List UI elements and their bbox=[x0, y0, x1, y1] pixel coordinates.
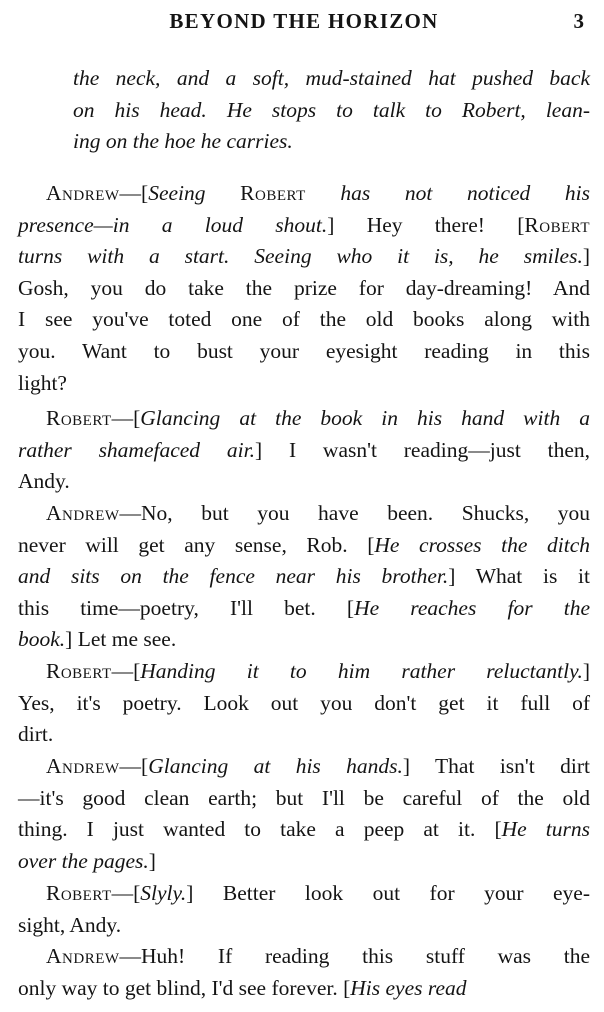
dialogue-text: —[ bbox=[111, 881, 141, 905]
dialogue-text: ] I wasn't reading—just then, bbox=[254, 437, 591, 462]
dialogue-text: Yes, it's poetry. Look out you don't get it full of bbox=[18, 690, 590, 715]
dialogue-text: —Huh! If reading this stuff was the bbox=[119, 944, 590, 968]
text-line bbox=[18, 656, 590, 688]
stage-direction-text: turns with a start. Seeing who it is, he smiles. bbox=[18, 244, 583, 269]
text-line bbox=[18, 241, 590, 273]
intro-line: ing on the hoe he carries. bbox=[73, 129, 293, 154]
stage-direction-text: His eyes read bbox=[350, 975, 467, 1000]
dialogue-text: Andy. bbox=[18, 469, 70, 494]
dialogue-text: light? bbox=[18, 370, 67, 395]
text-line bbox=[18, 783, 590, 815]
speaker-name: Andrew bbox=[46, 944, 120, 968]
speaker-name: Robert bbox=[46, 881, 112, 905]
speaker-name: Andrew bbox=[46, 754, 120, 778]
dialogue-text: you. Want to bust your eyesight reading in this bbox=[18, 338, 590, 363]
text-line bbox=[18, 178, 590, 210]
dialogue-text: ] Let me see. bbox=[65, 627, 177, 652]
stage-direction-text: presence—in a loud shout. bbox=[18, 212, 328, 237]
dialogue-text: ] Hey there! [ bbox=[327, 212, 525, 237]
intro-line: on his head. He stops to talk to Robert, lean- bbox=[73, 97, 590, 122]
text-line bbox=[18, 368, 590, 400]
text-line bbox=[18, 878, 590, 910]
running-header bbox=[18, 9, 590, 39]
text-line bbox=[18, 941, 590, 973]
dialogue-text: ] bbox=[148, 848, 156, 873]
dialogue-paragraph bbox=[18, 498, 590, 656]
text-line bbox=[18, 624, 590, 656]
dialogue-text: —it's good clean earth; but I'll be careful of the old bbox=[18, 785, 590, 810]
stage-direction-text: Seeing bbox=[148, 181, 241, 205]
dialogue-text: Gosh, you do take the prize for day-dreaming! And bbox=[18, 275, 590, 300]
stage-direction-text: He turns bbox=[501, 817, 590, 842]
dialogue-text: dirt. bbox=[18, 722, 54, 747]
text-line bbox=[18, 435, 590, 467]
dialogue-text: this time—poetry, I'll bet. [ bbox=[18, 595, 355, 620]
dialogue-text: ] What is it bbox=[448, 564, 590, 589]
dialogue-paragraph bbox=[18, 751, 590, 877]
stage-direction-intro bbox=[73, 63, 590, 158]
dialogue-text: —[ bbox=[111, 406, 141, 430]
intro-line: the neck, and a soft, mud-stained hat pushed back bbox=[73, 66, 590, 90]
text-line bbox=[18, 814, 590, 846]
text-line bbox=[18, 304, 590, 336]
dialogue-text: ] bbox=[582, 244, 590, 269]
dialogue-text: ] bbox=[582, 659, 590, 683]
stage-direction-text: He reaches for the bbox=[354, 595, 590, 620]
dialogue-text: never will get any sense, Rob. [ bbox=[18, 532, 375, 557]
text-line bbox=[18, 751, 590, 783]
text-line bbox=[18, 403, 590, 435]
stage-direction-text: rather shamefaced air. bbox=[18, 437, 255, 462]
text-line bbox=[18, 530, 590, 562]
text-line bbox=[18, 466, 590, 498]
speaker-name: Robert bbox=[240, 181, 306, 205]
text-line bbox=[18, 273, 590, 305]
dialogue-text: —[ bbox=[119, 754, 149, 778]
stage-direction-text: book. bbox=[18, 627, 66, 652]
text-line bbox=[18, 498, 590, 530]
speaker-name: Andrew bbox=[46, 501, 120, 525]
dialogue-text: ] Better look out for your eye- bbox=[186, 881, 590, 905]
dialogue-text: —No, but you have been. Shucks, you bbox=[119, 501, 590, 525]
dialogue-paragraph bbox=[18, 656, 590, 751]
text-line bbox=[18, 719, 590, 751]
text-line bbox=[18, 688, 590, 720]
dialogue-paragraph bbox=[18, 941, 590, 1004]
dialogue-text: thing. I just wanted to take a peep at it. [ bbox=[18, 817, 502, 842]
text-line bbox=[18, 973, 590, 1005]
text-line bbox=[18, 593, 590, 625]
stage-direction-text: Handing it to him rather reluctantly. bbox=[140, 659, 583, 683]
text-line bbox=[18, 210, 590, 242]
page-number: 3 bbox=[573, 9, 584, 33]
stage-direction-text: He crosses the ditch bbox=[374, 532, 590, 557]
text-line bbox=[18, 336, 590, 368]
speaker-name: Robert bbox=[524, 212, 590, 237]
speaker-name: Robert bbox=[46, 406, 112, 430]
speaker-name: Andrew bbox=[46, 181, 120, 205]
dialogue-text: —[ bbox=[119, 181, 149, 205]
stage-direction-text: has not noticed his bbox=[305, 181, 591, 205]
text-line bbox=[18, 910, 590, 942]
text-line bbox=[18, 846, 590, 878]
dialogue-paragraph bbox=[18, 178, 590, 399]
text-line bbox=[18, 561, 590, 593]
dialogue-paragraph bbox=[18, 878, 590, 941]
speaker-name: Robert bbox=[46, 659, 112, 683]
dialogue-text: I see you've toted one of the old books along with bbox=[18, 307, 590, 332]
dialogue-paragraph bbox=[18, 403, 590, 498]
stage-direction-text: Glancing at the book in his hand with a bbox=[140, 406, 590, 430]
running-title: BEYOND THE HORIZON bbox=[169, 9, 439, 33]
dialogue-text: sight, Andy. bbox=[18, 912, 122, 937]
dialogue-text: —[ bbox=[111, 659, 141, 683]
dialogue-text: only way to get blind, I'd see forever. [ bbox=[18, 975, 351, 1000]
stage-direction-text: Glancing at his hands. bbox=[148, 754, 403, 778]
stage-direction-text: and sits on the fence near his brother. bbox=[18, 564, 449, 589]
stage-direction-text: over the pages. bbox=[18, 848, 149, 873]
dialogue-text: ] That isn't dirt bbox=[402, 754, 590, 778]
stage-direction-text: Slyly. bbox=[140, 881, 187, 905]
